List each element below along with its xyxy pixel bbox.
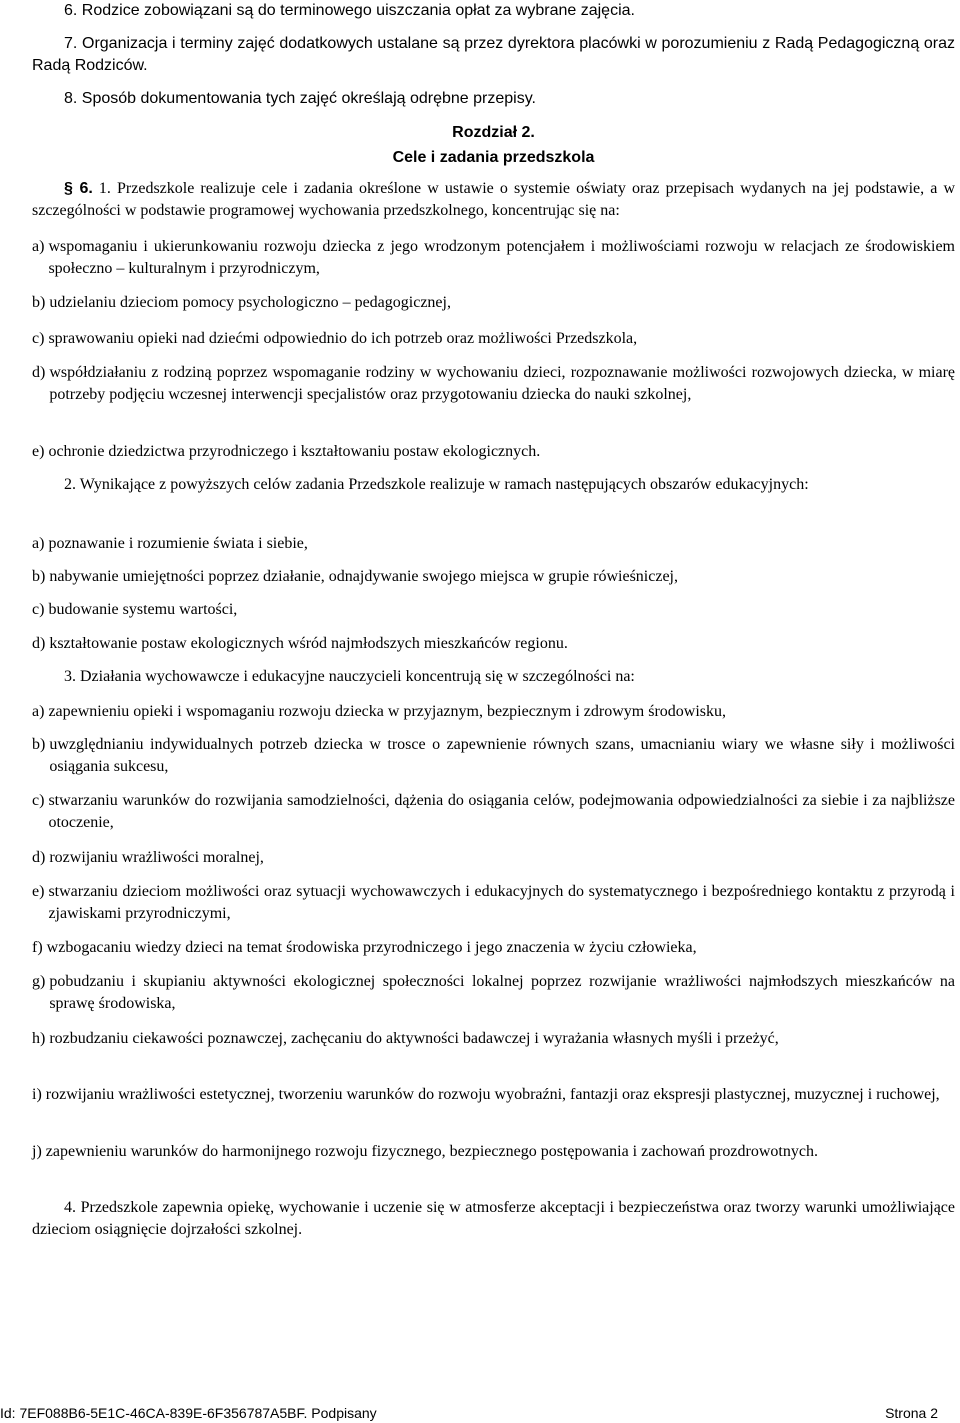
- list-item: d) współdziałaniu z rodziną poprzez wspomaganie rodziny w wychowaniu dzieci, rozpoznawanie możliwości rozwojowych dziecka, w miarę potrzeby podjęciu wczesnej interwencji specjalistów oraz przygotowaniu dziecka do nauki szkolnej,: [32, 364, 955, 403]
- list-item: f) wzbogacaniu wiedzy dzieci na temat środowiska przyrodniczego i jego znaczenia w życiu człowieka,: [32, 939, 697, 956]
- list-item: e) stwarzaniu dzieciom możliwości oraz sytuacji wychowawczych i edukacyjnych do systematycznego i bezpośredniego kontaktu z przyrodą i zjawiskami przyrodniczymi,: [32, 883, 955, 922]
- document-id: Id: 7EF088B6-5E1C-46CA-839E-6F356787A5BF. Podpisany: [0, 1405, 377, 1421]
- section-mark: § 6.: [64, 180, 93, 197]
- list-item: b) uwzględnianiu indywidualnych potrzeb dziecka w trosce o zapewnienie równych szans, umacnianiu wiary we własne siły i możliwości osiągania sukcesu,: [32, 736, 955, 775]
- list-item: h) rozbudzaniu ciekawości poznawczej, zachęcaniu do aktywności badawczej i wyrażania własnych myśli i przeżyć,: [32, 1030, 779, 1047]
- list-item: d) kształtowanie postaw ekologicznych wśród najmłodszych mieszkańców regionu.: [32, 635, 568, 652]
- paragraph-6: 6. Rodzice zobowiązani są do terminowego uiszczania opłat za wybrane zajęcia.: [64, 2, 635, 19]
- list-item: b) nabywanie umiejętności poprzez działanie, odnajdywanie swojego miejsca w grupie rówieśniczej,: [32, 568, 678, 585]
- page-number: Strona 2: [885, 1405, 938, 1421]
- list-item: a) poznawanie i rozumienie świata i siebie,: [32, 535, 308, 552]
- list-item: i) rozwijaniu wrażliwości estetycznej, tworzeniu warunków do rozwoju wyobraźni, fantazji oraz ekspresji plastycznej, muzycznej i ruchowej,: [32, 1086, 940, 1103]
- list-item: c) sprawowaniu opieki nad dziećmi odpowiednio do ich potrzeb oraz możliwości Przedszkola,: [32, 330, 638, 347]
- section-6-point-2: 2. Wynikające z powyższych celów zadania Przedszkole realizuje w ramach następujących obszarów edukacyjnych:: [64, 476, 809, 493]
- list-item: a) wspomaganiu i ukierunkowaniu rozwoju dziecka z jego wrodzonym potencjałem i możliwościami rozwoju w relacjach ze środowiskiem społeczno – kulturalnym i przyrodniczym,: [32, 238, 955, 277]
- list-item: g) pobudzaniu i skupianiu aktywności ekologicznej społeczności lokalnej poprzez rozwijanie wrażliwości najmłodszych mieszkańców na sprawę środowiska,: [32, 973, 955, 1012]
- chapter-subtitle: Cele i zadania przedszkola: [392, 149, 595, 166]
- list-item: b) udzielaniu dzieciom pomocy psychologiczno – pedagogicznej,: [32, 294, 451, 311]
- list-item: c) budowanie systemu wartości,: [32, 601, 238, 618]
- paragraph-7: 7. Organizacja i terminy zajęć dodatkowych ustalane są przez dyrektora placówki w porozumieniu z Radą Pedagogiczną oraz Radą Rodziców.: [32, 35, 955, 74]
- list-item: d) rozwijaniu wrażliwości moralnej,: [32, 849, 264, 866]
- paragraph-8: 8. Sposób dokumentowania tych zajęć określają odrębne przepisy.: [64, 90, 536, 107]
- list-item: c) stwarzaniu warunków do rozwijania samodzielności, dążenia do osiągania celów, podejmowania odpowiedzialności za siebie i za najbliższe otoczenie,: [32, 792, 955, 831]
- list-item: a) zapewnieniu opieki i wspomaganiu rozwoju dziecka w przyjaznym, bezpiecznym i zdrowym środowisku,: [32, 703, 727, 720]
- chapter-title: Rozdział 2.: [452, 124, 535, 141]
- list-item: e) ochronie dziedzictwa przyrodniczego i kształtowaniu postaw ekologicznych.: [32, 443, 541, 460]
- section-6-point-1: § 6. 1. Przedszkole realizuje cele i zadania określone w ustawie o systemie oświaty oraz przepisach wydanych na jej podstawie, a w szczególności w podstawie programowej wychowania przedszkolnego, koncentrując się na:: [32, 180, 956, 219]
- section-6-point-4: 4. Przedszkole zapewnia opiekę, wychowanie i uczenie się w atmosferze akceptacji i bezpieczeństwa oraz tworzy warunki umożliwiające dzieciom osiągnięcie dojrzałości szkolnej.: [32, 1199, 955, 1238]
- section-6-point-3: 3. Działania wychowawcze i edukacyjne nauczycieli koncentrują się w szczególności na:: [64, 668, 635, 685]
- list-item: j) zapewnieniu warunków do harmonijnego rozwoju fizycznego, bezpiecznego postępowania i zachowań prozdrowotnych.: [32, 1143, 818, 1160]
